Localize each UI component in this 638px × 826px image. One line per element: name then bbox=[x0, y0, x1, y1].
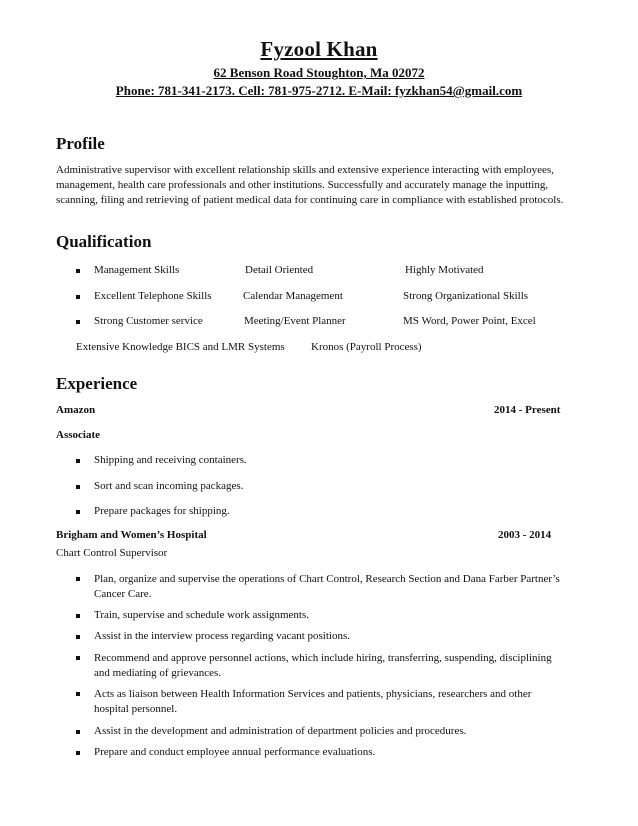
duty-item: Prepare packages for shipping. bbox=[94, 505, 230, 517]
company-name: Amazon bbox=[56, 404, 96, 416]
duty-item: Acts as liaison between Health Information Services and patients, physicians, researchers and other hospital personnel. bbox=[94, 688, 532, 715]
skill-item: Strong Organizational Skills bbox=[403, 290, 529, 302]
duty-item: Assist in the development and administration of department policies and procedures. bbox=[94, 725, 467, 737]
skill-item: Detail Oriented bbox=[245, 264, 314, 276]
duty-item: Prepare and conduct employee annual performance evaluations. bbox=[94, 746, 376, 758]
skill-item: Strong Customer service bbox=[94, 315, 203, 327]
bullet-icon bbox=[76, 692, 80, 696]
job-title: Chart Control Supervisor bbox=[56, 547, 168, 559]
skill-item: Excellent Telephone Skills bbox=[94, 290, 212, 302]
job-title: Associate bbox=[56, 429, 100, 441]
bullet-icon bbox=[76, 510, 80, 514]
qualification-heading: Qualification bbox=[56, 232, 152, 251]
bullet-icon bbox=[76, 614, 80, 618]
duty-item: Plan, organize and supervise the operations of Chart Control, Research Section and Dana Farber Partner’s Cancer Care. bbox=[94, 573, 560, 600]
skill-item: Meeting/Event Planner bbox=[244, 315, 346, 327]
bullet-icon bbox=[76, 751, 80, 755]
address-line: 62 Benson Road Stoughton, Ma 02072 bbox=[213, 65, 425, 80]
bullet-icon bbox=[76, 320, 80, 324]
bullet-icon bbox=[76, 459, 80, 463]
duty-item: Assist in the interview process regarding vacant positions. bbox=[94, 630, 351, 642]
resume-name: Fyzool Khan bbox=[260, 37, 378, 61]
bullet-icon bbox=[76, 269, 80, 273]
skill-item: Calendar Management bbox=[243, 290, 343, 302]
employment-dates: 2014 - Present bbox=[494, 404, 561, 416]
bullet-icon bbox=[76, 577, 80, 581]
skill-item: MS Word, Power Point, Excel bbox=[403, 315, 536, 327]
duty-item: Shipping and receiving containers. bbox=[94, 454, 247, 466]
skill-extra: Extensive Knowledge BICS and LMR Systems bbox=[76, 341, 285, 353]
duty-item: Recommend and approve personnel actions, which include hiring, transferring, suspending, disciplining and mediating of grievances. bbox=[94, 652, 552, 679]
skill-item: Highly Motivated bbox=[405, 264, 484, 276]
profile-heading: Profile bbox=[56, 134, 105, 153]
contact-line: Phone: 781-341-2173. Cell: 781-975-2712. E-Mail: fyzkhan54@gmail.com bbox=[115, 83, 523, 98]
bullet-icon bbox=[76, 635, 80, 639]
duty-item: Train, supervise and schedule work assignments. bbox=[94, 609, 309, 621]
duty-item: Sort and scan incoming packages. bbox=[94, 480, 244, 492]
bullet-icon bbox=[76, 485, 80, 489]
employment-dates: 2003 - 2014 bbox=[498, 529, 552, 541]
company-name: Brigham and Women’s Hospital bbox=[56, 529, 207, 541]
bullet-icon bbox=[76, 656, 80, 660]
bullet-icon bbox=[76, 730, 80, 734]
skill-item: Management Skills bbox=[94, 264, 180, 276]
profile-text: Administrative supervisor with excellent relationship skills and extensive experience interacting with employees, management, health care professionals and other institutions. Successfully and accurately manage the inputting, scanning, filing and retrieving of patient medical data for continuing care in compliance with established protocols. bbox=[56, 164, 564, 206]
skill-extra: Kronos (Payroll Process) bbox=[311, 341, 422, 353]
experience-heading: Experience bbox=[56, 374, 138, 393]
bullet-icon bbox=[76, 295, 80, 299]
